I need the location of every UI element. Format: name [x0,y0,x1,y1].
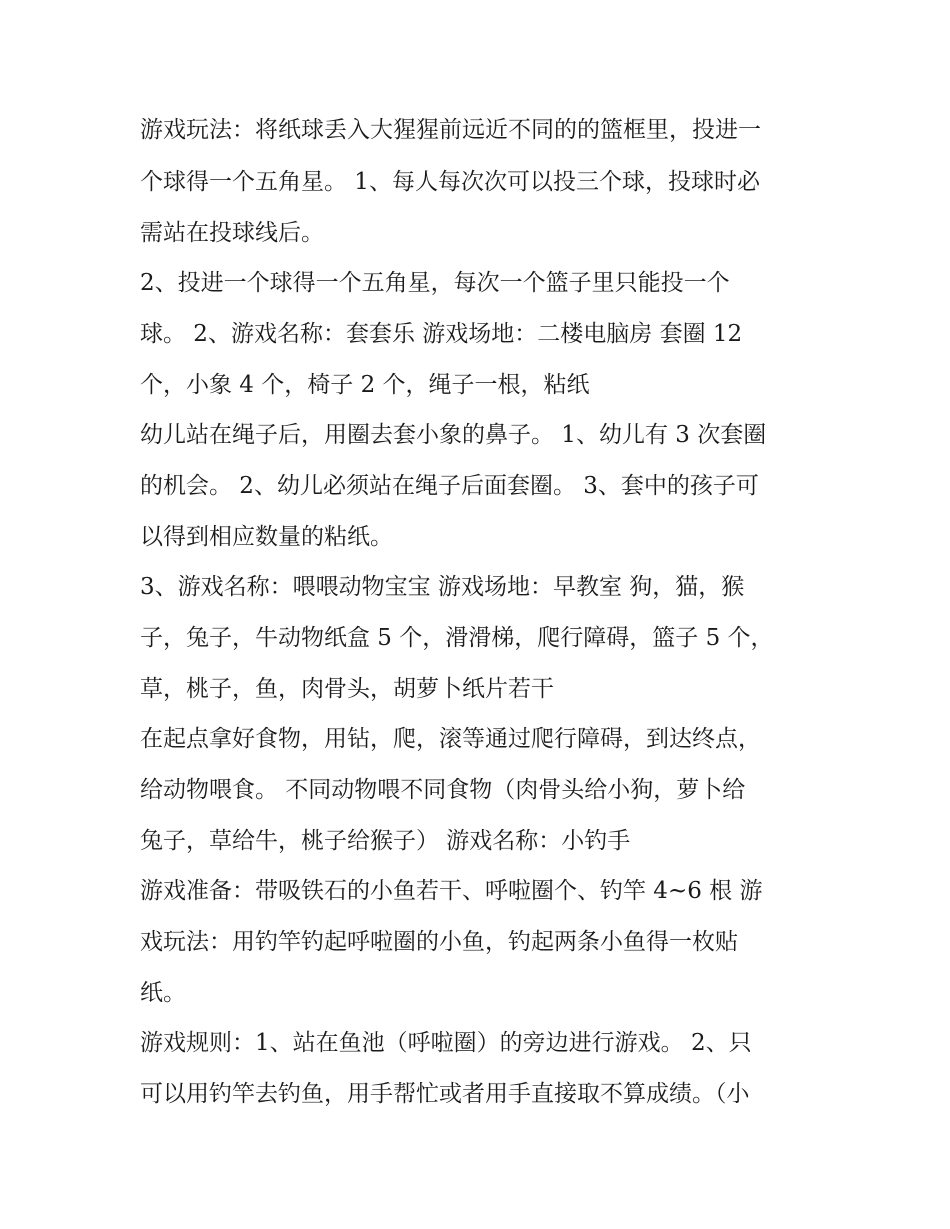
text-line: 游戏玩法：将纸球丢入大猩猩前远近不同的的篮框里，投进一 [140,117,761,143]
text-line: 个，小象 4 个，椅子 2 个，绳子一根，粘纸 [140,372,590,398]
text-line: 游戏规则：1、站在鱼池（呼啦圈）的旁边进行游戏。 2、只 [140,1030,752,1056]
text-line: 的机会。 2、幼儿必须站在绳子后面套圈。 3、套中的孩子可 [140,473,759,499]
text-line: 兔子，草给牛，桃子给猴子） 游戏名称：小钓手 [140,828,631,854]
text-line: 戏玩法：用钓竿钓起呼啦圈的小鱼，钓起两条小鱼得一枚贴 [140,929,738,955]
text-line: 草，桃子，鱼，肉骨头，胡萝卜纸片若干 [140,676,554,702]
text-line: 给动物喂食。 不同动物喂不同食物（肉骨头给小狗，萝卜给 [140,777,746,803]
text-line: 球。 2、游戏名称：套套乐 游戏场地：二楼电脑房 套圈 12 [140,321,743,347]
text-line: 个球得一个五角星。 1、每人每次次可以投三个球，投球时必 [140,169,760,195]
text-line: 幼儿站在绳子后，用圈去套小象的鼻子。 1、幼儿有 3 次套圈 [140,422,767,448]
text-line: 可以用钓竿去钓鱼，用手帮忙或者用手直接取不算成绩。（小 [140,1081,750,1107]
text-line: 需站在投球线后。 [140,220,324,246]
text-line: 在起点拿好食物，用钻，爬，滚等通过爬行障碍，到达终点， [140,726,761,752]
text-line: 2、投进一个球得一个五角星，每次一个篮子里只能投一个 [140,270,730,296]
text-line: 纸。 [140,980,186,1006]
text-line: 以得到相应数量的粘纸。 [140,524,393,550]
text-line: 子，兔子，牛动物纸盒 5 个，滑滑梯，爬行障碍，篮子 5 个， [140,625,774,651]
text-line: 3、游戏名称：喂喂动物宝宝 游戏场地：早教室 狗，猫，猴 [140,574,745,600]
text-line: 游戏准备：带吸铁石的小鱼若干、呼啦圈个、钓竿 4~6 根 游 [140,878,763,904]
